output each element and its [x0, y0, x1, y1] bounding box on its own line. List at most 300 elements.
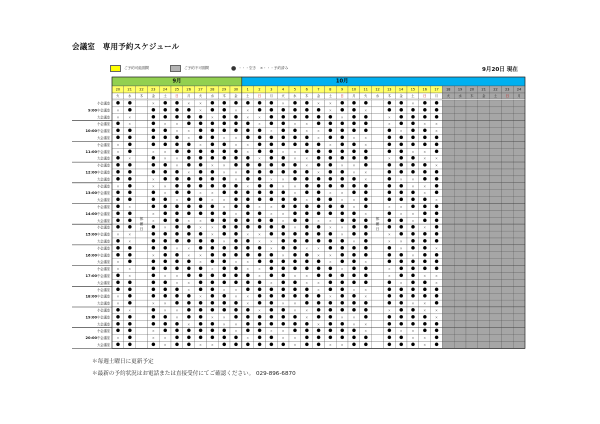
vacant-mark: ● — [292, 114, 297, 120]
booked-mark: × — [293, 301, 297, 306]
schedule-cell — [442, 342, 454, 349]
vacant-mark: ● — [115, 245, 120, 251]
room-label: 小会議室 — [97, 267, 110, 272]
schedule-cell — [136, 266, 148, 273]
vacant-mark: ● — [127, 335, 132, 341]
vacant-mark: ● — [210, 287, 215, 293]
schedule-cell — [136, 300, 148, 307]
vacant-mark: ● — [304, 238, 309, 244]
vacant-mark: ● — [186, 342, 191, 348]
schedule-cell — [442, 155, 454, 162]
vacant-mark: ● — [422, 197, 427, 203]
schedule-cell — [501, 100, 513, 107]
weekday-label: 水 — [128, 94, 132, 98]
booked-mark: × — [199, 294, 202, 299]
day-number: 9 — [341, 87, 344, 92]
vacant-mark: ● — [115, 225, 120, 231]
schedule-cell — [501, 176, 513, 183]
weekday-label: 日 — [175, 94, 179, 98]
schedule-cell — [513, 314, 525, 321]
schedule-cell — [454, 293, 466, 300]
vacant-mark: ● — [328, 307, 333, 313]
schedule-cell — [372, 335, 384, 342]
vacant-mark: ● — [163, 135, 168, 141]
holiday-text: 日 — [139, 227, 144, 232]
schedule-cell — [466, 252, 478, 259]
vacant-mark: ● — [387, 142, 392, 148]
vacant-mark: ● — [387, 197, 392, 203]
schedule-cell — [501, 183, 513, 190]
vacant-mark: ● — [328, 280, 333, 286]
vacant-mark: ● — [186, 211, 191, 217]
vacant-mark: ● — [410, 314, 415, 320]
vacant-mark: ● — [245, 211, 250, 217]
day-number: 13 — [387, 87, 392, 92]
booked-mark: × — [281, 253, 285, 258]
booked-mark: × — [199, 253, 202, 258]
room-label: 大会議室 — [97, 135, 110, 140]
schedule-cell — [442, 266, 454, 273]
vacant-mark: ● — [115, 135, 120, 141]
schedule-cell — [490, 273, 502, 280]
vacant-mark: ● — [245, 342, 250, 348]
schedule-cell — [478, 128, 490, 135]
vacant-mark: ● — [316, 232, 321, 238]
booked-mark: × — [399, 204, 403, 209]
booked-mark: × — [128, 204, 132, 209]
schedule-cell — [478, 314, 490, 321]
vacant-mark: ● — [316, 163, 321, 169]
vacant-mark: ● — [233, 225, 238, 231]
vacant-mark: ● — [127, 176, 132, 182]
schedule-cell — [136, 204, 148, 211]
vacant-mark: ● — [351, 156, 356, 162]
vacant-mark: ● — [387, 328, 392, 334]
vacant-mark: ● — [186, 149, 191, 155]
schedule-cell — [501, 273, 513, 280]
vacant-mark: ● — [387, 294, 392, 300]
booked-mark: × — [269, 329, 273, 334]
booked-mark: × — [352, 198, 356, 203]
vacant-mark: ● — [316, 156, 321, 162]
booked-mark: × — [387, 239, 391, 244]
schedule-cell — [372, 162, 384, 169]
vacant-mark: ● — [281, 287, 286, 293]
schedule-cell — [513, 224, 525, 231]
vacant-mark: ● — [410, 307, 415, 313]
booked-mark: × — [246, 115, 250, 120]
vacant-mark: ● — [127, 245, 132, 251]
schedule-cell — [478, 335, 490, 342]
weekday-label: 金 — [316, 94, 321, 98]
schedule-cell — [454, 231, 466, 238]
vacant-mark: ● — [292, 314, 297, 320]
vacant-mark: ● — [304, 225, 309, 231]
schedule-cell — [454, 169, 466, 176]
schedule-cell — [136, 135, 148, 142]
time-label: 20:00 — [85, 336, 97, 341]
booked-mark: × — [128, 239, 132, 244]
time-label: 17:00 — [85, 273, 97, 278]
day-number: 23 — [151, 87, 156, 92]
vacant-mark: ● — [340, 245, 345, 251]
schedule-cell — [490, 328, 502, 335]
schedule-cell — [501, 128, 513, 135]
booked-mark: × — [411, 177, 415, 182]
vacant-mark: ● — [257, 314, 262, 320]
schedule-cell — [466, 114, 478, 121]
booked-mark: × — [364, 108, 368, 113]
vacant-mark: ● — [351, 107, 356, 113]
weekday-label: 木 — [470, 94, 474, 98]
booked-mark: × — [269, 246, 273, 251]
schedule-cell — [454, 135, 466, 142]
vacant-mark: ● — [198, 183, 203, 189]
vacant-mark: ● — [363, 342, 368, 348]
vacant-mark: ● — [351, 142, 356, 148]
booked-mark: × — [305, 315, 309, 320]
vacant-mark: ● — [127, 225, 132, 231]
vacant-mark: ● — [127, 294, 132, 300]
vacant-mark: ● — [399, 321, 404, 327]
booked-mark: × — [175, 129, 179, 134]
schedule-cell — [442, 190, 454, 197]
vacant-mark: ● — [410, 294, 415, 300]
vacant-mark: ● — [387, 342, 392, 348]
schedule-cell — [478, 197, 490, 204]
booked-mark: × — [234, 170, 238, 175]
vacant-mark: ● — [399, 100, 404, 106]
vacant-mark: ● — [328, 135, 333, 141]
vacant-mark: ● — [292, 287, 297, 293]
vacant-mark: ● — [222, 149, 227, 155]
vacant-mark: ● — [210, 100, 215, 106]
schedule-cell — [478, 273, 490, 280]
vacant-mark: ● — [387, 107, 392, 113]
vacant-mark: ● — [174, 114, 179, 120]
time-label: 16:00 — [85, 253, 97, 258]
schedule-cell — [442, 176, 454, 183]
vacant-mark: ● — [186, 266, 191, 272]
vacant-mark: ● — [434, 342, 439, 348]
weekday-label: 火 — [198, 94, 203, 98]
booked-mark: × — [317, 287, 320, 292]
schedule-cell — [501, 321, 513, 328]
schedule-cell — [372, 128, 384, 135]
schedule-cell — [454, 342, 466, 349]
schedule-cell — [478, 307, 490, 314]
vacant-mark: ● — [198, 301, 203, 307]
vacant-mark: ● — [257, 252, 262, 258]
vacant-mark: ● — [387, 280, 392, 286]
schedule-cell — [513, 135, 525, 142]
vacant-mark: ● — [340, 335, 345, 341]
schedule-cell — [478, 245, 490, 252]
vacant-mark: ● — [434, 266, 439, 272]
booked-mark: × — [234, 135, 238, 140]
vacant-mark: ● — [186, 197, 191, 203]
vacant-mark: ● — [198, 197, 203, 203]
schedule-cell — [136, 162, 148, 169]
booked-mark: × — [258, 239, 261, 244]
booked-mark: × — [411, 336, 415, 341]
vacant-mark: ● — [210, 238, 215, 244]
schedule-cell — [513, 169, 525, 176]
vacant-mark: ● — [222, 176, 227, 182]
schedule-cell — [501, 279, 513, 286]
schedule-cell — [501, 293, 513, 300]
schedule-cell — [372, 197, 384, 204]
vacant-mark: ● — [410, 287, 415, 293]
schedule-cell — [490, 190, 502, 197]
schedule-cell — [466, 183, 478, 190]
schedule-cell — [136, 176, 148, 183]
vacant-mark: ● — [351, 190, 356, 196]
vacant-mark: ● — [363, 307, 368, 313]
vacant-mark: ● — [151, 321, 156, 327]
booked-mark: × — [399, 211, 403, 216]
vacant-mark: ● — [163, 142, 168, 148]
vacant-mark: ● — [269, 218, 274, 224]
vacant-mark: ● — [174, 328, 179, 334]
vacant-mark: ● — [186, 204, 191, 210]
day-number: 19 — [457, 87, 463, 92]
legend-available-label: ご予約可能期間 — [124, 65, 150, 70]
booked-mark: × — [411, 253, 415, 258]
day-number: 3 — [270, 87, 273, 92]
vacant-mark: ● — [245, 307, 250, 313]
schedule-cell — [466, 148, 478, 155]
booked-mark: × — [258, 115, 261, 120]
vacant-mark: ● — [115, 190, 120, 196]
vacant-mark: ● — [115, 156, 120, 162]
schedule-cell — [442, 210, 454, 217]
booked-mark: × — [151, 149, 155, 154]
booked-mark: × — [116, 294, 120, 299]
schedule-cell — [513, 121, 525, 128]
vacant-mark: ● — [434, 204, 439, 210]
booked-mark: × — [258, 308, 261, 313]
vacant-mark: ● — [222, 294, 227, 300]
vacant-mark: ● — [410, 190, 415, 196]
vacant-mark: ● — [399, 190, 404, 196]
vacant-mark: ● — [351, 100, 356, 106]
vacant-mark: ● — [351, 128, 356, 134]
vacant-mark: ● — [434, 259, 439, 265]
schedule-cell — [466, 217, 478, 224]
vacant-mark: ● — [316, 121, 321, 127]
vacant-mark: ● — [151, 142, 156, 148]
schedule-cell — [501, 114, 513, 121]
vacant-mark: ● — [210, 280, 215, 286]
vacant-mark: ● — [399, 218, 404, 224]
room-label: 大会議室 — [97, 260, 110, 265]
vacant-mark: ● — [186, 183, 191, 189]
weekday-label: 水 — [375, 94, 380, 98]
room-label: 小会議室 — [97, 204, 110, 209]
booked-mark: × — [258, 204, 261, 209]
vacant-mark: ● — [410, 238, 415, 244]
booked-mark: × — [187, 170, 191, 175]
booked-mark: × — [364, 211, 368, 216]
booked-mark: × — [328, 218, 332, 223]
schedule-cell — [466, 107, 478, 114]
schedule-cell — [466, 224, 478, 231]
vacant-mark: ● — [115, 307, 120, 313]
vacant-mark: ● — [233, 149, 238, 155]
booked-mark: × — [187, 253, 191, 258]
vacant-mark: ● — [422, 266, 427, 272]
vacant-mark: ● — [257, 328, 262, 334]
schedule-cell — [442, 141, 454, 148]
vacant-mark: ● — [328, 328, 333, 334]
schedule-cell — [513, 114, 525, 121]
booked-mark: × — [435, 308, 438, 313]
vacant-mark: ● — [163, 294, 168, 300]
vacant-mark: ● — [410, 266, 415, 272]
vacant-mark: ● — [222, 252, 227, 258]
schedule-cell — [478, 141, 490, 148]
schedule-cell — [136, 259, 148, 266]
schedule-cell — [454, 148, 466, 155]
vacant-mark: ● — [245, 169, 250, 175]
booked-mark: × — [328, 142, 332, 147]
vacant-mark: ● — [186, 328, 191, 334]
vacant-mark: ● — [316, 142, 321, 148]
booked-mark: × — [246, 260, 250, 265]
vacant-mark: ● — [340, 169, 345, 175]
vacant-mark: ● — [233, 114, 238, 120]
vacant-mark: ● — [174, 287, 179, 293]
room-label: 大会議室 — [97, 115, 110, 120]
vacant-mark: ● — [340, 121, 345, 127]
schedule-cell — [501, 307, 513, 314]
booked-mark: × — [199, 342, 202, 347]
vacant-mark: ● — [222, 218, 227, 224]
vacant-mark: ● — [127, 314, 132, 320]
vacant-mark: ● — [422, 245, 427, 251]
vacant-mark: ● — [292, 107, 297, 113]
schedule-cell — [501, 286, 513, 293]
schedule-cell — [466, 342, 478, 349]
vacant-mark: ● — [316, 190, 321, 196]
booked-mark: × — [269, 239, 273, 244]
vacant-mark: ● — [399, 142, 404, 148]
schedule-cell — [454, 286, 466, 293]
vacant-mark: ● — [434, 107, 439, 113]
day-number: 18 — [446, 87, 451, 92]
vacant-mark: ● — [174, 142, 179, 148]
day-number: 22 — [493, 87, 498, 92]
booked-mark: × — [340, 342, 344, 347]
vacant-mark: ● — [316, 335, 321, 341]
booked-mark: × — [128, 122, 132, 127]
schedule-cell — [454, 176, 466, 183]
room-label: 大会議室 — [97, 156, 110, 161]
booked-mark: × — [293, 225, 297, 230]
vacant-mark: ● — [151, 128, 156, 134]
vacant-mark: ● — [269, 342, 274, 348]
room-label: 大会議室 — [97, 301, 110, 306]
vacant-mark: ● — [127, 135, 132, 141]
booked-mark: × — [328, 108, 332, 113]
vacant-mark: ● — [340, 135, 345, 141]
booked-mark: × — [199, 260, 202, 265]
vacant-mark: ● — [198, 176, 203, 182]
vacant-mark: ● — [115, 176, 120, 182]
vacant-mark: ● — [163, 287, 168, 293]
schedule-cell — [442, 121, 454, 128]
vacant-mark: ● — [434, 183, 439, 189]
vacant-mark: ● — [257, 287, 262, 293]
booked-mark: × — [234, 294, 238, 299]
booked-mark: × — [328, 260, 332, 265]
vacant-mark: ● — [198, 273, 203, 279]
vacant-mark: ● — [399, 197, 404, 203]
vacant-mark: ● — [304, 328, 309, 334]
booked-mark: × — [175, 122, 179, 127]
schedule-cell — [478, 238, 490, 245]
vacant-mark: ● — [127, 128, 132, 134]
vacant-mark: ● — [222, 301, 227, 307]
schedule-cell — [466, 335, 478, 342]
vacant-mark: ● — [399, 163, 404, 169]
schedule-cell — [136, 169, 148, 176]
vacant-mark: ● — [281, 321, 286, 327]
schedule-cell — [372, 321, 384, 328]
schedule-cell — [513, 204, 525, 211]
day-number: 1 — [246, 87, 249, 92]
schedule-cell — [513, 307, 525, 314]
schedule-cell — [478, 328, 490, 335]
vacant-mark: ● — [115, 211, 120, 217]
schedule-cell — [490, 307, 502, 314]
schedule-cell — [490, 266, 502, 273]
booked-mark: × — [317, 101, 320, 106]
booked-mark: × — [151, 211, 155, 216]
vacant-mark: ● — [351, 328, 356, 334]
booked-mark: × — [317, 135, 320, 140]
schedule-cell — [372, 169, 384, 176]
day-number: 10 — [351, 87, 357, 92]
booked-mark: × — [340, 267, 344, 272]
schedule-cell — [478, 342, 490, 349]
vacant-mark: ● — [281, 163, 286, 169]
legend-vacant-mark: ● — [231, 64, 237, 72]
schedule-cell — [478, 224, 490, 231]
vacant-mark: ● — [292, 169, 297, 175]
time-label: 11:00 — [85, 149, 97, 154]
vacant-mark: ● — [387, 335, 392, 341]
vacant-mark: ● — [198, 121, 203, 127]
vacant-mark: ● — [399, 342, 404, 348]
vacant-mark: ● — [387, 149, 392, 155]
vacant-mark: ● — [422, 259, 427, 265]
booked-mark: × — [328, 225, 332, 230]
schedule-cell — [136, 321, 148, 328]
vacant-mark: ● — [340, 156, 345, 162]
vacant-mark: ● — [127, 328, 132, 334]
vacant-mark: ● — [198, 156, 203, 162]
vacant-mark: ● — [422, 107, 427, 113]
vacant-mark: ● — [233, 307, 238, 313]
vacant-mark: ● — [304, 107, 309, 113]
schedule-cell — [136, 328, 148, 335]
vacant-mark: ● — [233, 273, 238, 279]
booked-mark: × — [116, 108, 120, 113]
vacant-mark: ● — [410, 114, 415, 120]
weekday-label: 月 — [434, 94, 439, 98]
